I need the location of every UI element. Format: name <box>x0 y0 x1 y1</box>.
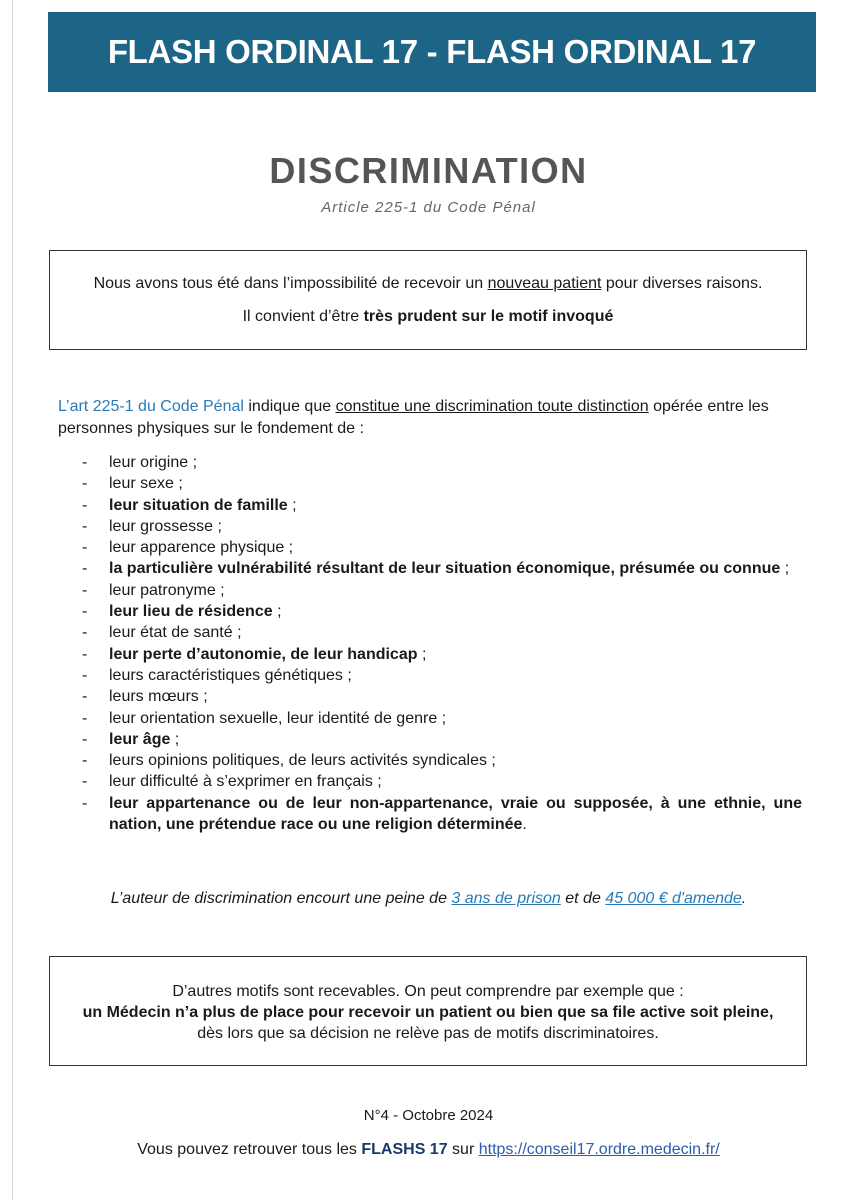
list-item-suffix: ; <box>287 496 297 514</box>
list-item-suffix: ; <box>780 560 790 578</box>
list-item <box>82 580 802 601</box>
list-item <box>82 708 802 729</box>
dash-bullet: - <box>82 773 88 791</box>
other-motives-text: dès lors que sa décision ne relève pas de motifs discriminatoires. <box>197 1025 659 1042</box>
other-motives-box <box>49 956 807 1066</box>
list-item <box>82 558 802 579</box>
list-item-suffix: ; <box>486 752 496 770</box>
other-motives-body <box>80 1002 776 1044</box>
dash-bullet: - <box>82 517 88 535</box>
list-item <box>82 495 802 516</box>
intro-text: indique que <box>243 398 336 415</box>
dash-bullet: - <box>82 475 88 493</box>
list-item-suffix: . <box>522 816 527 834</box>
list-item-suffix: ; <box>215 581 225 599</box>
list-item <box>82 537 802 558</box>
footer-text: Vous pouvez retrouver tous les <box>137 1141 362 1158</box>
notice-text: Nous avons tous été dans l’impossibilité de recevoir un <box>93 275 488 292</box>
list-item-text: leur perte d’autonomie, de leur handicap <box>109 645 418 663</box>
list-item <box>82 622 802 643</box>
dash-bullet: - <box>82 666 88 684</box>
dash-bullet: - <box>82 794 88 812</box>
dash-bullet: - <box>82 539 88 557</box>
list-item-text: leur origine <box>109 454 189 471</box>
dash-bullet: - <box>82 581 88 599</box>
criteria-list <box>82 452 802 835</box>
list-item <box>82 644 802 665</box>
banner-title: FLASH ORDINAL 17 - FLASH ORDINAL 17 <box>107 33 757 70</box>
code-penal-link[interactable]: L’art 225-1 du Code Pénal <box>58 398 244 415</box>
intro-paragraph <box>58 396 808 440</box>
fine-link[interactable]: 45 000 € d'amende <box>605 890 742 907</box>
notice-underlined-text: nouveau patient <box>487 275 602 292</box>
footer <box>0 1141 857 1159</box>
dash-bullet: - <box>82 645 88 663</box>
list-item <box>82 452 802 473</box>
list-item <box>82 686 802 707</box>
list-item <box>82 729 802 750</box>
list-item-text: leur situation de famille <box>109 496 288 514</box>
list-item-text: leur apparence physique <box>109 539 285 557</box>
dash-bullet: - <box>82 560 88 578</box>
intro-underlined-text: constitue une discrimination toute distinction <box>335 398 649 415</box>
website-link[interactable]: https://conseil17.ordre.medecin.fr/ <box>478 1141 720 1158</box>
notice-line-1 <box>50 275 806 293</box>
list-item <box>82 516 802 537</box>
list-item-suffix: ; <box>173 475 183 493</box>
prison-link[interactable]: 3 ans de prison <box>451 890 561 907</box>
list-item-text: leurs caractéristiques génétiques <box>109 666 343 684</box>
list-item <box>82 601 802 622</box>
intro-text: opérée entre les personnes physiques sur le fondement de : <box>58 398 769 437</box>
list-item <box>82 793 802 836</box>
dash-bullet: - <box>82 624 88 642</box>
list-item-suffix: ; <box>198 688 208 706</box>
list-item-text: leur orientation sexuelle, leur identité de genre <box>109 709 438 727</box>
list-item-text: leur grossesse <box>109 517 214 535</box>
other-motives-bold: un Médecin n’a plus de place pour recevoir un patient ou bien que sa file active soit pleine, <box>82 1004 774 1021</box>
issue-number: N°4 - Octobre 2024 <box>363 1107 494 1124</box>
page-subtitle: Article 225-1 du Code Pénal <box>321 199 536 216</box>
dash-bullet: - <box>82 603 88 621</box>
list-item-suffix: ; <box>437 709 447 727</box>
list-item-text: leur lieu de résidence <box>109 603 273 621</box>
list-item-suffix: ; <box>170 730 180 748</box>
dash-bullet: - <box>82 752 88 770</box>
penalty-statement <box>0 890 857 908</box>
dash-bullet: - <box>82 709 88 727</box>
notice-box <box>49 250 807 350</box>
footer-flashs: FLASHS 17 <box>361 1141 448 1158</box>
list-item-suffix: ; <box>188 454 198 471</box>
list-item-text: leurs opinions politiques, de leurs activités syndicales <box>109 752 487 770</box>
list-item <box>82 771 802 792</box>
header-banner <box>48 12 816 92</box>
list-item-text: leur patronyme <box>109 581 216 599</box>
list-item-suffix: ; <box>272 603 282 621</box>
list-item-suffix: ; <box>417 645 427 663</box>
list-item-suffix: ; <box>342 666 352 684</box>
list-item-suffix: ; <box>213 517 222 535</box>
list-item-suffix: ; <box>232 624 242 642</box>
notice-text: Il convient d’être <box>242 308 364 325</box>
list-item-text: leur appartenance ou de leur non-appartenance, vraie ou supposée, à une ethnie, une nation, une prétendue race ou une religion déterminée <box>109 794 802 834</box>
list-item-text: leur sexe <box>109 475 174 493</box>
list-item-suffix: ; <box>372 773 382 791</box>
list-item-text: leur âge <box>109 730 171 748</box>
dash-bullet: - <box>82 688 88 706</box>
dash-bullet: - <box>82 730 88 748</box>
dash-bullet: - <box>82 496 88 514</box>
list-item-suffix: ; <box>284 539 294 557</box>
list-item-text: la particulière vulnérabilité résultant de leur situation économique, présumée ou connue <box>109 560 781 578</box>
other-motives-intro: D’autres motifs sont recevables. On peut comprendre par exemple que : <box>172 983 684 1000</box>
notice-bold-text: très prudent sur le motif invoqué <box>363 308 614 325</box>
dash-bullet: - <box>82 454 88 471</box>
list-item-text: leur état de santé <box>109 624 233 642</box>
penalty-text: . <box>741 890 747 907</box>
list-item <box>82 473 802 494</box>
notice-text: pour diverses raisons. <box>601 275 763 292</box>
footer-text: sur <box>447 1141 479 1158</box>
penalty-text: L’auteur de discrimination encourt une peine de <box>110 890 452 907</box>
penalty-text: et de <box>560 890 606 907</box>
list-item-text: leur difficulté à s’exprimer en français <box>109 773 373 791</box>
list-item <box>82 665 802 686</box>
list-item-text: leurs mœurs <box>109 688 199 706</box>
list-item <box>82 750 802 771</box>
notice-line-2 <box>50 308 806 326</box>
page-title: DISCRIMINATION <box>269 150 588 191</box>
